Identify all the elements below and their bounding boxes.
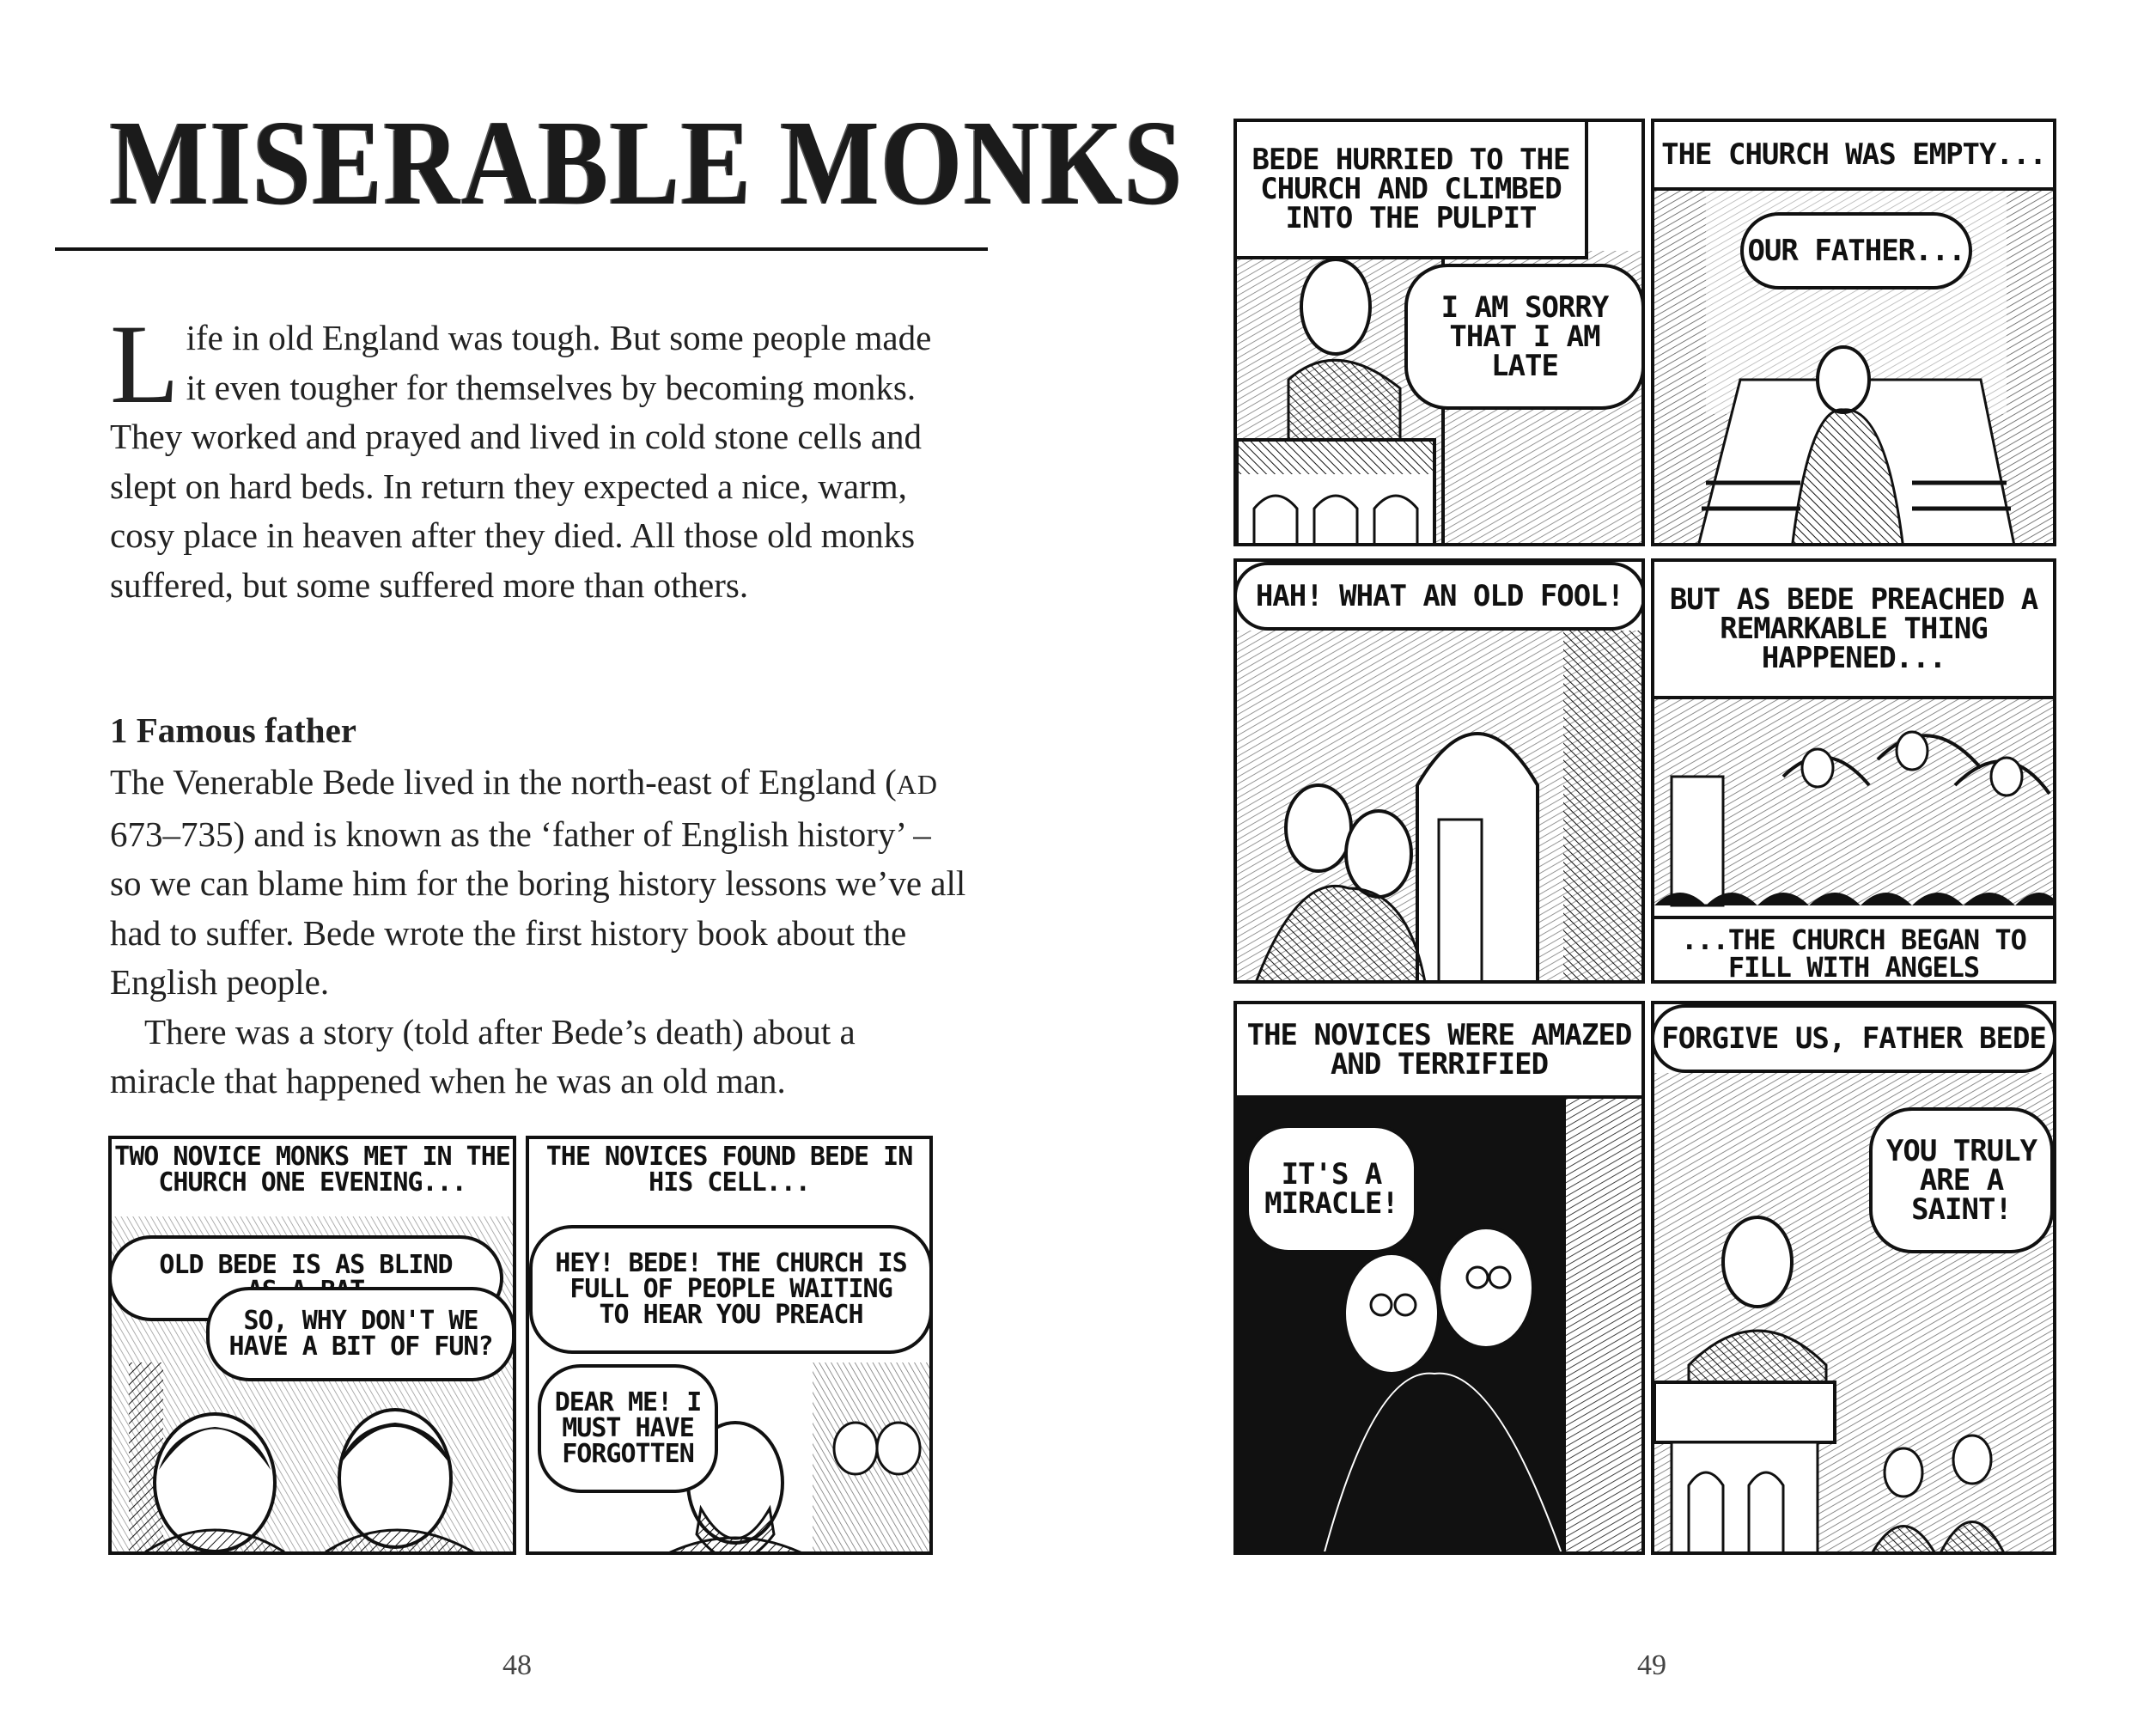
section-heading: 1 Famous father (110, 710, 356, 750)
caption-box (1654, 122, 2053, 191)
speech-bubble: I AM SORRY THAT I AM LATE (1404, 264, 1645, 410)
intro-paragraph (110, 301, 935, 610)
speech-bubble: HAH! WHAT AN OLD FOOL! (1233, 562, 1645, 631)
panel-caption: THE NOVICES WERE AMAZED AND TERRIFIED (1246, 1018, 1632, 1082)
caption-box (1237, 122, 1588, 259)
comic-panel-right-2 (1651, 119, 2056, 546)
speech-bubble: IT'S A MIRACLE! (1245, 1125, 1417, 1253)
panel-caption: TWO NOVICE MONKS MET IN THE CHURCH ONE EVENING... (114, 1142, 510, 1198)
p1-part-a: The Venerable Bede lived in the north-east of England ( (110, 762, 897, 802)
p1-part-b: 673–735) and is known as the ‘father of English history’ – so we can blame him for the boring history lessons we’ve all had to suffer. Bede wrote the first history book about the English people. (110, 814, 966, 1002)
intro-text: ife in old England was tough. But some people made it even tougher for themselves by becoming monks. They worked and prayed and lived in cold stone cells and slept on hard beds. In return they expected a nice, warm, cosy place in heaven after they died. All those old monks suffered, but some suffered more than others. (110, 318, 932, 605)
page-number-left: 48 (502, 1649, 532, 1681)
comic-panel-right-6 (1651, 1001, 2056, 1555)
speech-bubble: YOU TRULY ARE A SAINT! (1869, 1107, 2054, 1253)
panel-caption: BEDE HURRIED TO THE CHURCH AND CLIMBED INTO THE PULPIT (1252, 143, 1570, 235)
title-divider (55, 247, 988, 251)
panel-caption: BUT AS BEDE PREACHED A REMARKABLE THING HAPPENED... (1669, 582, 2038, 675)
page-number-right: 49 (1637, 1649, 1666, 1681)
panel-caption: THE NOVICES FOUND BEDE IN HIS CELL... (545, 1142, 913, 1198)
speech-bubble: HEY! BEDE! THE CHURCH IS FULL OF PEOPLE WAITING TO HEAR YOU PREACH (529, 1225, 933, 1354)
speech-bubble: OLD BEDE IS AS BLIND (108, 1235, 503, 1321)
caption-box (1654, 916, 2053, 984)
comic-panel-right-5 (1233, 1001, 1645, 1555)
speech-bubble: FORGIVE US, FATHER BEDE (1651, 1004, 2056, 1073)
caption-box (1237, 1004, 1641, 1099)
comic-panel-right-1 (1233, 119, 1645, 546)
era-abbrev: AD (896, 769, 938, 800)
comic-panel-left-2 (526, 1136, 933, 1555)
caption-box (1654, 562, 2053, 699)
comic-panel-right-3 (1233, 558, 1645, 984)
speech-bubble: DEAR ME! I MUST HAVE FORGOTTEN (538, 1364, 718, 1493)
page-title: MISERABLE MONKS (110, 94, 1185, 230)
comic-panel-right-4 (1651, 558, 2056, 984)
drop-cap: L (110, 301, 180, 427)
body-paragraph (110, 758, 969, 1106)
panel-caption: THE CHURCH WAS EMPTY... (1661, 137, 2046, 172)
panel-caption: ...THE CHURCH BEGAN TO FILL WITH ANGELS (1681, 923, 2026, 984)
speech-bubble: SO, WHY DON'T WE HAVE A BIT OF FUN? (206, 1287, 515, 1381)
panel-art (1654, 1004, 2056, 1555)
p2-text: There was a story (told after Bede’s death) about a miracle that happened when he was an old man. (110, 1011, 856, 1100)
speech-bubble: OUR FATHER... (1740, 212, 1972, 290)
comic-panel-left-1 (108, 1136, 516, 1555)
